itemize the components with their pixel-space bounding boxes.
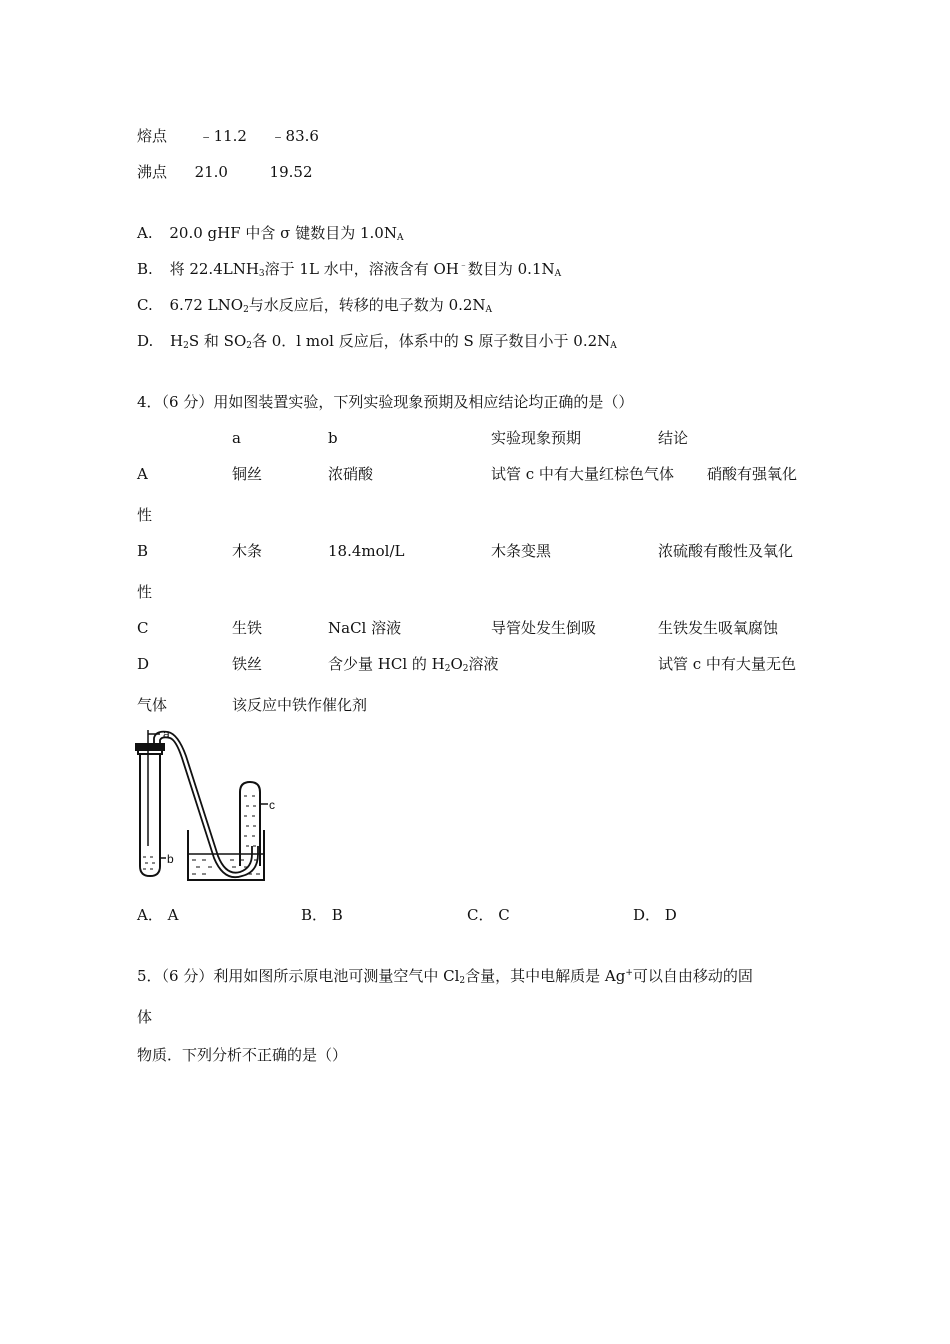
q4-header-a: a [232,429,241,447]
q4-row-c-b: NaCl 溶液 [328,619,402,637]
apparatus-figure [130,726,290,886]
melting-label: 熔点 [137,127,168,145]
q4-row-b-phenomenon: 木条变黑 [491,542,552,560]
q4-row-a-label: A [137,465,148,483]
q4-row-d-label: D [137,655,150,673]
figure-label-b: b [167,852,174,866]
q4-row-d-phenomenon: 试管 c 中有大量无色 [658,655,796,673]
melting-point-row [137,126,319,146]
boiling-point-row [137,162,313,182]
q4-row-b-label: B [137,542,149,560]
q4-choice-d: D． D [633,906,677,924]
q4-header-conclusion: 结论 [658,429,689,447]
q4-choice-b: B． B [301,906,343,924]
q3-option-c: C. 6.72 $LNO_2$与水反应后，转移的电子数为 $0.2N_A$ [137,296,493,315]
q4-row-d-a: 铁丝 [232,655,263,673]
figure-label-a: a [163,727,170,741]
q4-row-a-a: 铜丝 [232,465,263,483]
q4-row-b-conclusion: 浓硫酸有酸性及氧化 [658,542,794,560]
q4-row-c-a: 生铁 [232,619,263,637]
q4-row-a-b: 浓硝酸 [328,465,374,483]
q5-line-2: 物质．下列分析不正确的是（） [137,1046,348,1064]
boiling-value-1: 21.0 [194,163,228,181]
q4-choice-a: A． A [137,906,179,924]
q4-header-phenomenon: 实验现象预期 [491,429,582,447]
q4-row-a-wrap: 性 [137,506,153,524]
q4-row-b-b: 18.4mol/L [328,542,405,560]
q4-row-d-b: 含少量 HCl 的 $H_2O_2$溶液 [328,655,499,674]
q4-stem: 4．（6 分）用如图装置实验，下列实验现象预期及相应结论均正确的是（） [137,393,634,411]
q3-option-d: D. $H_2S$ 和 $SO_2$各 0．l mol 反应后，体系中的 S 原子数目小于 $0.2N_A$ [137,332,617,351]
melting-value-1: ﹣11.2 [198,127,247,145]
q4-header-b: b [328,429,338,447]
q4-row-c-conclusion: 生铁发生吸氧腐蚀 [658,619,779,637]
q3-option-a: A. 20.0 gHF 中含 σ 键数目为 $1.0N_A$ [137,224,404,243]
figure-label-c: c [269,798,275,812]
q4-choice-c: C． C [467,906,510,924]
q4-row-c-phenomenon: 导管处发生倒吸 [491,619,597,637]
q4-row-c-label: C [137,619,149,637]
boiling-value-2: 19.52 [269,163,313,181]
q4-row-a-phenomenon: 试管 c 中有大量红棕色气体 [491,465,674,483]
q4-row-d-wrap-2: 该反应中铁作催化剂 [232,696,368,714]
q4-row-b-wrap: 性 [137,583,153,601]
boiling-label: 沸点 [137,163,168,181]
q4-row-a-conclusion: 硝酸有强氧化 [707,465,798,483]
melting-value-2: ﹣83.6 [270,127,319,145]
q5-stem: 5．（6 分）利用如图所示原电池可测量空气中 $Cl_2$含量，其中电解质是 Ag+可以自由移动的固 [137,967,753,986]
q5-stem-wrap: 体 [137,1008,153,1026]
q3-option-b: B. 将 $22.4LNH_3$溶于 1L 水中，溶液含有 OH﹣数目为 $0.1N_A$ [137,260,562,279]
q4-row-b-a: 木条 [232,542,263,560]
q4-row-d-wrap-1: 气体 [137,696,168,714]
